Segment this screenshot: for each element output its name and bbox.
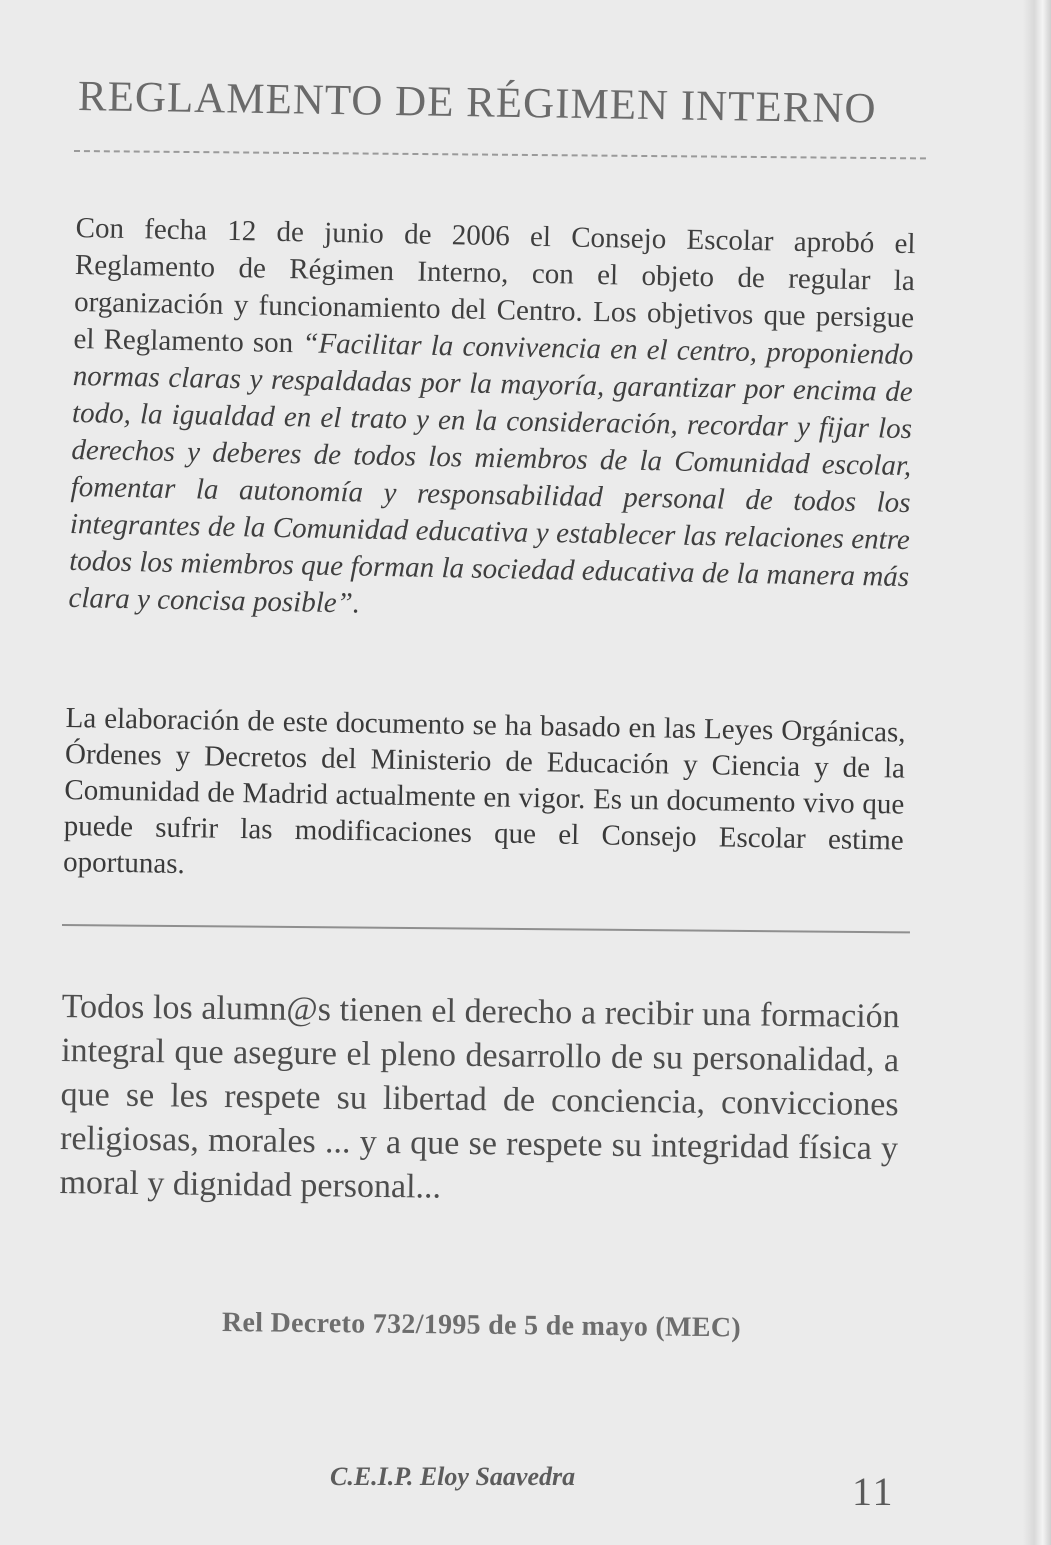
intro-paragraph xyxy=(68,210,916,633)
page-edge-shadow xyxy=(1023,0,1051,1545)
basis-paragraph: La elaboración de este documento se ha basado en las Leyes Orgánicas, Órdenes y Decretos del Ministerio de Educación y Ciencia y de la Comunidad de Madrid actualmente en vigor. Es un documento vivo que puede sufrir las modificaciones que el Consejo Escolar estime oportunas. xyxy=(62,701,906,881)
section-divider xyxy=(62,924,910,933)
footer-school-name: C.E.I.P. Eloy Saavedra xyxy=(330,1462,576,1491)
title-divider xyxy=(74,150,926,159)
intro-text: Con fecha 12 de junio de 2006 el Consejo Escolar aprobó el Reglamento de Régimen Interno, con el objeto de regular la organización y funcionamiento del Centro. Los objetivos que persigue el Reglamento son xyxy=(73,211,916,360)
rights-paragraph: Todos los alumn@s tienen el derecho a recibir una formación integral que asegure el pleno desarrollo de su personalidad, a que se les respete su libertad de conciencia, convicciones religiosas, morales ... y a que se respete su integridad física y moral y dignidad personal... xyxy=(59,987,900,1206)
intro-quote: “Facilitar la convivencia en el centro, proponiendo normas claras y respaldadas por la mayoría, garantizar por encima de todo, la igualdad en el trato y en la consideración, recordar y fijar los derechos y deberes de todos los miembros de la Comunidad escolar, fomentar la autonomía y responsabilidad personal de todos los integrantes de la Comunidad educativa y establecer las relaciones entre todos los miembros que forman la sociedad educativa de la manera más clara y concisa posible”. xyxy=(68,327,914,620)
decree-reference: Rel Decreto 732/1995 de 5 de mayo (MEC) xyxy=(221,1307,742,1344)
page-number: 11 xyxy=(852,1469,895,1514)
document-title: REGLAMENTO DE RÉGIMEN INTERNO xyxy=(77,73,877,133)
